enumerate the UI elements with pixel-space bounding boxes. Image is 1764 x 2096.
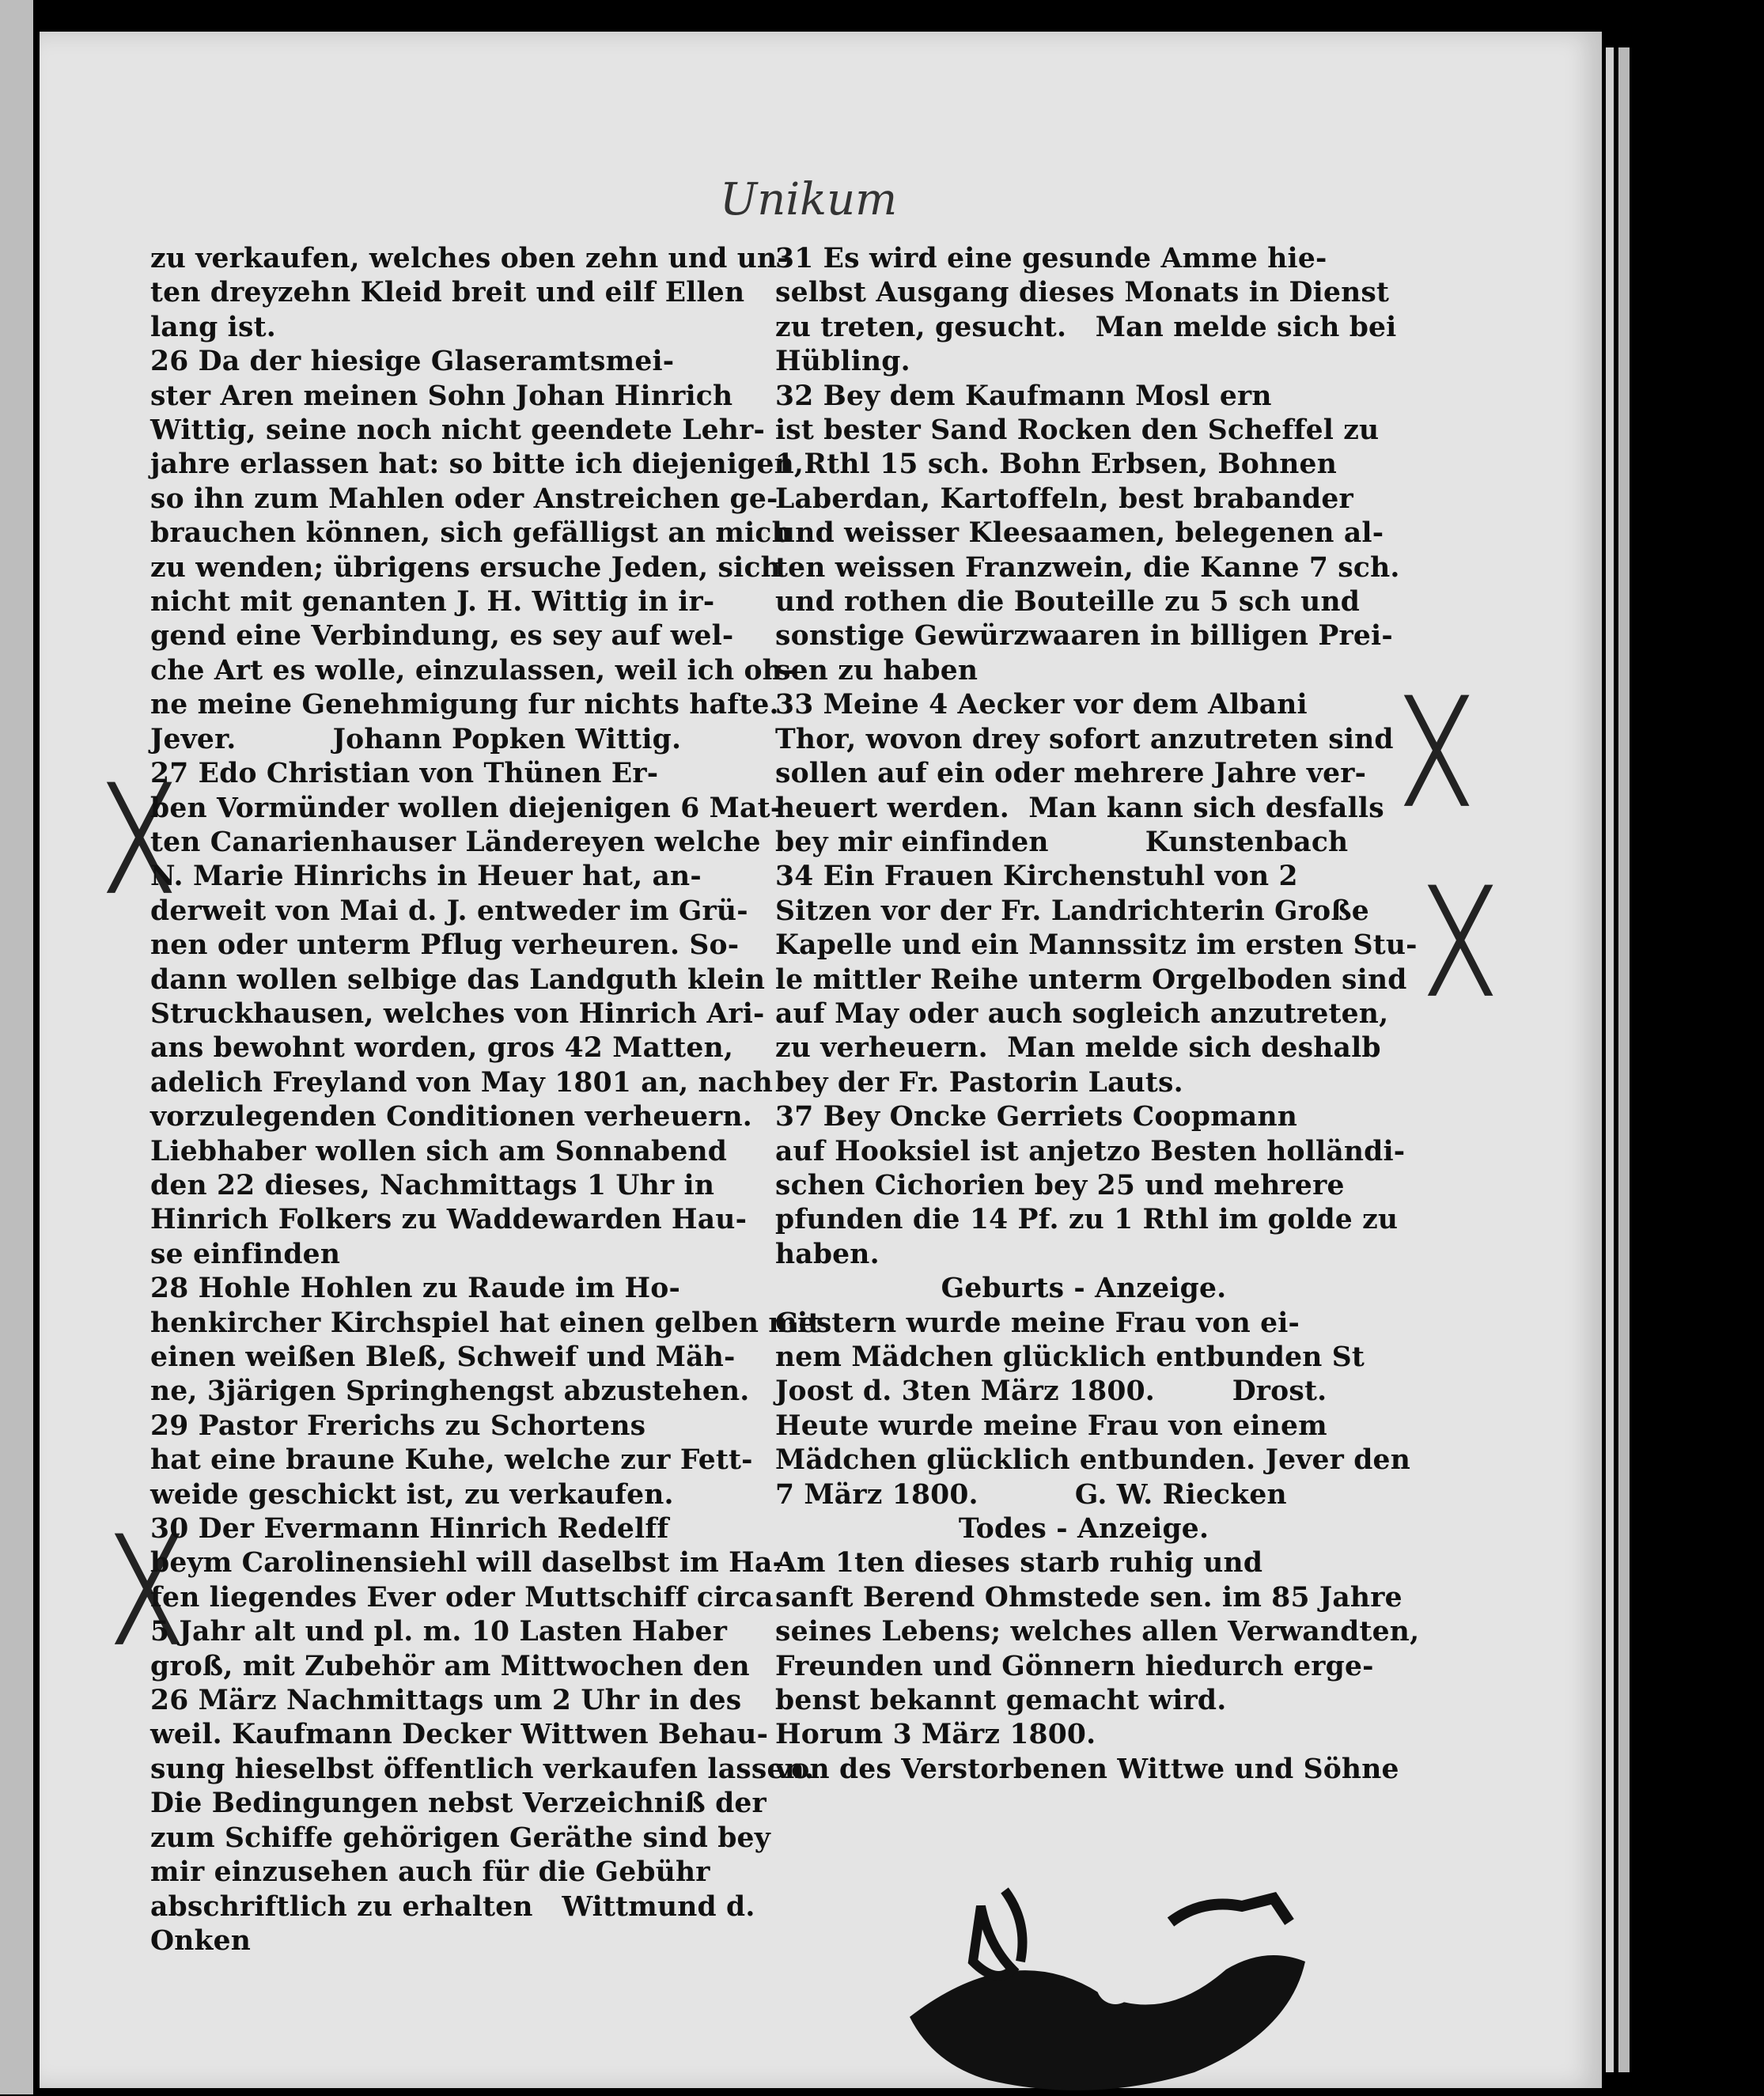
- text-line: pfunden die 14 Pf. zu 1 Rthl im golde zu: [775, 1204, 1399, 1236]
- text-line: Hübling.: [775, 346, 910, 378]
- text-line: ster Aren meinen Sohn Johan Hinrich: [150, 380, 733, 412]
- text-line: se einfinden: [150, 1238, 341, 1270]
- text-line: sollen auf ein oder mehrere Jahre ver-: [775, 758, 1367, 790]
- text-line: 26 Da der hiesige Glaseramtsmei-: [150, 346, 675, 378]
- text-line: ans bewohnt worden, gros 42 Matten,: [150, 1032, 734, 1065]
- text-line: Joost d. 3ten März 1800. Drost.: [775, 1375, 1327, 1408]
- text-line: Thor, wovon drey sofort anzutreten sind: [775, 723, 1394, 755]
- text-line: groß, mit Zubehör am Mittwochen den: [150, 1650, 750, 1682]
- text-line: seines Lebens; welches allen Verwandten,: [775, 1616, 1420, 1648]
- text-line: schen Cichorien bey 25 und mehrere: [775, 1169, 1345, 1201]
- text-line: auf May oder auch sogleich anzutreten,: [775, 997, 1389, 1030]
- text-line: Jever. Johann Popken Wittig.: [150, 723, 682, 755]
- text-line: weide geschickt ist, zu verkaufen.: [150, 1478, 674, 1511]
- pencil-cross-mark: ╳: [1408, 696, 1466, 806]
- text-line: haben.: [775, 1238, 880, 1270]
- text-line: 30 Der Evermann Hinrich Redelff: [150, 1513, 669, 1546]
- text-line: adelich Freyland von May 1801 an, nach: [150, 1066, 773, 1099]
- text-line: sen zu haben: [775, 654, 979, 687]
- text-line: weil. Kaufmann Decker Wittwen Behau-: [150, 1719, 769, 1751]
- text-line: vorzulegenden Conditionen verheuern.: [150, 1101, 752, 1133]
- text-line: Horum 3 März 1800.: [775, 1719, 1096, 1751]
- text-line: hat eine braune Kuhe, welche zur Fett-: [150, 1444, 753, 1477]
- text-line: Kapelle und ein Mannssitz im ersten Stu-: [775, 929, 1418, 962]
- text-line: Sitzen vor der Fr. Landrichterin Große: [775, 895, 1369, 927]
- text-line: Todes - Anzeige.: [958, 1513, 1209, 1546]
- text-line: beym Carolinensiehl will daselbst im Ha-: [150, 1547, 785, 1580]
- text-line: 31 Es wird eine gesunde Amme hie-: [775, 243, 1327, 274]
- text-line: Am 1ten dieses starb ruhig und: [775, 1547, 1263, 1580]
- text-line: sonstige Gewürzwaaren in billigen Prei-: [775, 620, 1393, 653]
- handwritten-note: Unikum: [720, 174, 898, 225]
- pencil-cross-mark: ╳: [119, 1534, 176, 1644]
- text-line: einen weißen Bleß, Schweif und Mäh-: [150, 1341, 736, 1373]
- text-line: Heute wurde meine Frau von einem: [775, 1409, 1327, 1442]
- text-line: zu verheuern. Man melde sich deshalb: [775, 1032, 1381, 1065]
- page-edge: [1606, 47, 1614, 2072]
- text-line: zu wenden; übrigens ersuche Jeden, sich: [150, 551, 781, 584]
- text-line: Wittig, seine noch nicht geendete Lehr-: [150, 414, 765, 447]
- text-line: so ihn zum Mahlen oder Anstreichen ge-: [150, 482, 778, 515]
- text-line: Gestern wurde meine Frau von ei-: [775, 1307, 1300, 1339]
- text-line: nicht mit genanten J. H. Wittig in ir-: [150, 586, 715, 619]
- text-line: Laberdan, Kartoffeln, best brabander: [775, 482, 1353, 515]
- text-line: derweit von Mai d. J. entweder im Grü-: [150, 895, 748, 927]
- text-line: ne meine Genehmigung fur nichts hafte.: [150, 689, 779, 721]
- text-line: 26 März Nachmittags um 2 Uhr in des: [150, 1685, 742, 1717]
- text-line: 27 Edo Christian von Thünen Er-: [150, 758, 659, 790]
- text-line: 5 Jahr alt und pl. m. 10 Lasten Haber: [150, 1616, 728, 1648]
- text-line: nem Mädchen glücklich entbunden St: [775, 1341, 1365, 1373]
- text-line: 28 Hohle Hohlen zu Raude im Ho-: [150, 1273, 681, 1305]
- text-line: ne, 3järigen Springhengst abzustehen.: [150, 1375, 750, 1408]
- text-line: che Art es wolle, einzulassen, weil ich oh-: [150, 654, 794, 687]
- text-line: ist bester Sand Rocken den Scheffel zu: [775, 414, 1380, 447]
- text-line: mir einzusehen auch für die Gebühr: [150, 1856, 710, 1889]
- text-line: und weisser Kleesaamen, belegenen al-: [775, 517, 1384, 550]
- text-line: zu treten, gesucht. Man melde sich bei: [775, 311, 1397, 343]
- text-line: ten dreyzehn Kleid breit und eilf Ellen: [150, 277, 745, 309]
- text-line: 7 März 1800. G. W. Riecken: [775, 1478, 1287, 1511]
- text-line: von des Verstorbenen Wittwe und Söhne: [775, 1753, 1399, 1785]
- text-line: auf Hooksiel ist anjetzo Besten holländi-: [775, 1135, 1406, 1167]
- text-line: brauchen können, sich gefälligst an mich: [150, 517, 792, 550]
- text-line: zu verkaufen, welches oben zehn und un-: [150, 243, 789, 274]
- page-edge: [1618, 47, 1630, 2072]
- text-line: 34 Ein Frauen Kirchenstuhl von 2: [775, 861, 1298, 893]
- newspaper-page: [40, 32, 1602, 2088]
- text-line: sanft Berend Ohmstede sen. im 85 Jahre: [775, 1581, 1402, 1614]
- pencil-cross-mark: ╳: [1432, 886, 1490, 996]
- text-line: lang ist.: [150, 311, 276, 343]
- text-line: 37 Bey Oncke Gerriets Coopmann: [775, 1101, 1298, 1133]
- text-line: Geburts - Anzeige.: [941, 1273, 1227, 1305]
- text-line: und rothen die Bouteille zu 5 sch und: [775, 586, 1361, 619]
- text-line: Mädchen glücklich entbunden. Jever den: [775, 1444, 1410, 1477]
- text-line: benst bekannt gemacht wird.: [775, 1685, 1227, 1717]
- text-line: henkircher Kirchspiel hat einen gelben mit: [150, 1307, 821, 1339]
- text-line: Onken: [150, 1924, 252, 1957]
- text-line: 33 Meine 4 Aecker vor dem Albani: [775, 689, 1308, 721]
- text-line: 1 Rthl 15 sch. Bohn Erbsen, Bohnen: [775, 448, 1337, 481]
- text-line: Liebhaber wollen sich am Sonnabend: [150, 1135, 728, 1167]
- text-line: jahre erlassen hat: so bitte ich diejenigen,: [150, 448, 804, 481]
- text-line: fen liegendes Ever oder Muttschiff circa: [150, 1581, 774, 1614]
- text-line: le mittler Reihe unterm Orgelboden sind: [775, 963, 1407, 996]
- text-line: zum Schiffe gehörigen Geräthe sind bey: [150, 1822, 770, 1854]
- right-column: [775, 242, 1420, 1787]
- text-line: 29 Pastor Frerichs zu Schortens: [150, 1409, 646, 1442]
- text-line: heuert werden. Man kann sich desfalls: [775, 792, 1384, 824]
- text-line: gend eine Verbindung, es sey auf wel-: [150, 620, 734, 653]
- text-line: selbst Ausgang dieses Monats in Dienst: [775, 277, 1390, 309]
- text-line: sung hieselbst öffentlich verkaufen lassen.: [150, 1753, 815, 1785]
- text-line: den 22 dieses, Nachmittags 1 Uhr in: [150, 1169, 715, 1201]
- text-line: bey mir einfinden Kunstenbach: [775, 826, 1349, 858]
- text-line: ben Vormünder wollen diejenigen 6 Mat-: [150, 792, 782, 824]
- text-line: N. Marie Hinrichs in Heuer hat, an-: [150, 861, 702, 893]
- text-line: Hinrich Folkers zu Waddewarden Hau-: [150, 1204, 748, 1236]
- text-line: ten Canarienhauser Ländereyen welche: [150, 826, 761, 858]
- ornament-vignette: [894, 1875, 1337, 2096]
- pencil-cross-mark: ╳: [111, 783, 168, 893]
- book-gutter: [0, 0, 33, 2094]
- text-line: 32 Bey dem Kaufmann Mosl ern: [775, 380, 1272, 412]
- text-line: Struckhausen, welches von Hinrich Ari-: [150, 997, 765, 1030]
- text-line: nen oder unterm Pflug verheuren. So-: [150, 929, 740, 962]
- text-line: ten weissen Franzwein, die Kanne 7 sch.: [775, 551, 1400, 584]
- text-line: Freunden und Gönnern hiedurch erge-: [775, 1650, 1374, 1682]
- text-line: Die Bedingungen nebst Verzeichniß der: [150, 1788, 767, 1820]
- text-line: abschriftlich zu erhalten Wittmund d.: [150, 1890, 755, 1923]
- text-line: bey der Fr. Pastorin Lauts.: [775, 1066, 1183, 1099]
- text-line: dann wollen selbige das Landguth klein: [150, 963, 766, 996]
- left-column: [150, 242, 821, 1958]
